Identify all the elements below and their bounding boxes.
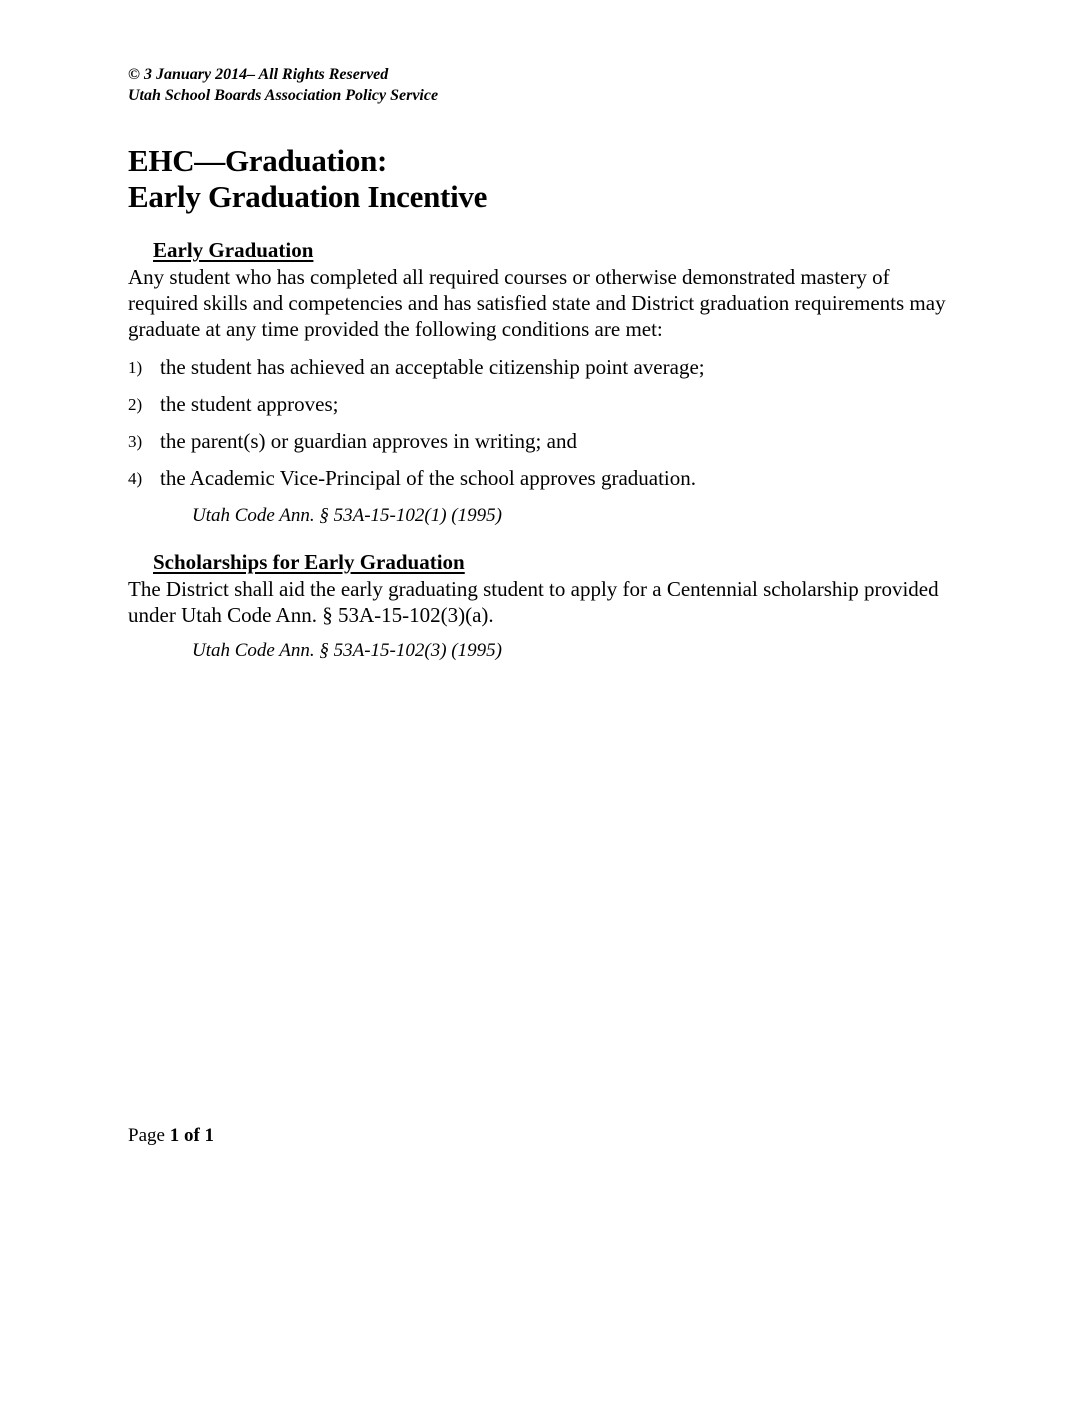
page-number: 1 of 1: [169, 1125, 215, 1146]
list-item-text: the Academic Vice-Principal of the school approves graduation.: [160, 466, 697, 490]
policy-title: [128, 143, 487, 215]
copyright-line: © 3 January 2014– All Rights Reserved: [128, 66, 389, 83]
section-heading-scholarships: Scholarships for Early Graduation: [153, 550, 465, 574]
publisher-line: Utah School Boards Association Policy Service: [128, 87, 439, 104]
legal-citation: Utah Code Ann. § 53A-15-102(1) (1995): [192, 505, 502, 526]
list-marker: 2): [128, 395, 143, 414]
list-item-text: the student approves;: [160, 392, 339, 416]
policy-title-line-1: EHC—Graduation:: [128, 143, 388, 178]
list-item-text: the student has achieved an acceptable citizenship point average;: [160, 355, 705, 379]
legal-citation: Utah Code Ann. § 53A-15-102(3) (1995): [192, 640, 502, 661]
section-heading-early-graduation: Early Graduation: [153, 238, 314, 262]
page-footer: [128, 1124, 214, 1148]
list-item-text: the parent(s) or guardian approves in writing; and: [160, 429, 577, 453]
page-label: Page: [128, 1125, 165, 1146]
copyright-header: [128, 64, 438, 106]
policy-title-line-2: Early Graduation Incentive: [128, 179, 488, 214]
early-graduation-intro: Any student who has completed all required courses or otherwise demonstrated mastery of required skills and competencies and has satisfied state and District graduation requirements may graduate at any time provided the following conditions are met:: [128, 265, 946, 341]
scholarships-body: The District shall aid the early graduating student to apply for a Centennial scholarship provided under Utah Code Ann. § 53A-15-102(3)(a).: [128, 577, 939, 627]
list-marker: 4): [128, 469, 143, 488]
list-marker: 3): [128, 432, 143, 451]
list-marker: 1): [128, 358, 143, 377]
